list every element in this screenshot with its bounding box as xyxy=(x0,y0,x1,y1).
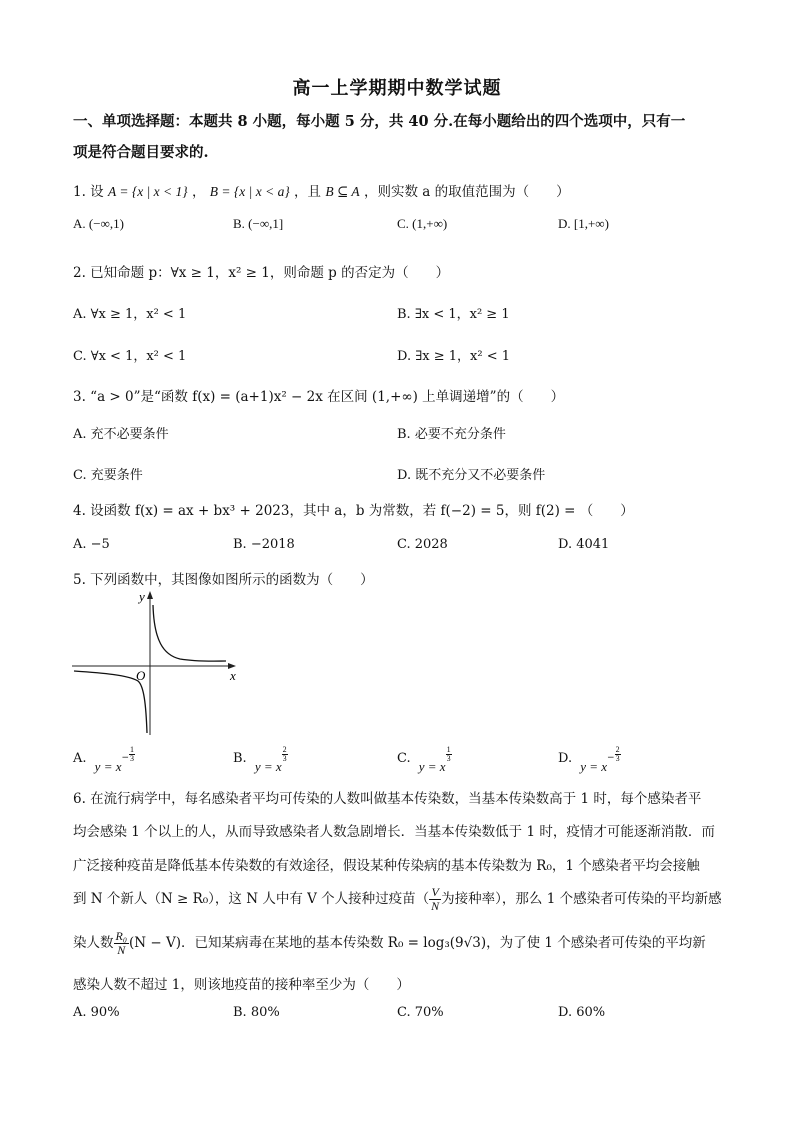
q2-option-b[interactable]: B. ∃x < 1，x² ≥ 1 xyxy=(397,307,510,322)
q6-line-5: 染人数 $\frac{\text{R₀}}{N}$ (N − V)．已知某病毒在某地的基本传染数 R₀ = log₃(9√3)，为了使 1 个感染者可传染的平均新 xyxy=(73,929,706,957)
q5-function-graph xyxy=(68,585,248,740)
q6-vaccination-rate-fraction: $\frac{V}{N}$ xyxy=(431,885,440,913)
section-heading-line1: 一、单项选择题：本题共 8 小题，每小题 5 分，共 40 分.在每小题给出的四个选项中，只有一 xyxy=(73,113,686,130)
q1-tail: ，则实数 a 的取值范围为（ ） xyxy=(363,184,570,200)
q2-option-d[interactable]: D. ∃x ≥ 1，x² < 1 xyxy=(397,349,511,364)
q3-option-d[interactable]: D. 既不充分又不必要条件 xyxy=(397,468,546,483)
q5-option-d[interactable]: D. y = x− $\frac{2}{3}$ xyxy=(558,745,620,774)
q5-c-exponent: $\frac{1}{3}$ xyxy=(446,745,451,763)
q6-line-3: 广泛接种疫苗是降低基本传染数的有效途径，假设某种传染病的基本传染数为 R₀，1 个感染者平均会接触 xyxy=(73,858,700,874)
q5-c-base: y = x xyxy=(418,759,446,774)
q5-option-c[interactable]: C. y = x $\frac{1}{3}$ xyxy=(397,745,451,774)
q2-option-c[interactable]: C. ∀x < 1，x² < 1 xyxy=(73,349,187,364)
q6-option-c[interactable]: C. 70% xyxy=(397,1005,444,1020)
q6-option-a[interactable]: A. 90% xyxy=(73,1005,120,1020)
q5-a-exponent: $\frac{1}{3}$ xyxy=(130,745,135,763)
q1-set-a: A = {x | x < 1} xyxy=(107,184,188,199)
curve-right-branch xyxy=(153,605,226,661)
q1-mid: ，且 xyxy=(294,184,322,200)
q4-option-c[interactable]: C. 2028 xyxy=(397,537,448,552)
q6-new-infection-fraction: $\frac{\text{R₀}}{N}$ xyxy=(115,929,128,957)
q2-option-a[interactable]: A. ∀x ≥ 1，x² < 1 xyxy=(73,307,187,322)
q1-number: 1. 设 xyxy=(73,184,104,200)
q1-option-b[interactable]: B. (−∞,1] xyxy=(233,216,284,231)
q3-option-a[interactable]: A. 充不必要条件 xyxy=(73,427,169,442)
q6-option-b[interactable]: B. 80% xyxy=(233,1005,280,1020)
q5-b-base: y = x xyxy=(254,759,282,774)
question-5-stem: 5. 下列函数中，其图像如图所示的函数为（ ） xyxy=(73,572,374,588)
q4-option-a[interactable]: A. −5 xyxy=(73,537,110,552)
section-heading-line2: 项是符合题目要求的. xyxy=(73,144,209,161)
q3-option-b[interactable]: B. 必要不充分条件 xyxy=(397,427,506,442)
q5-b-exponent: $\frac{2}{3}$ xyxy=(282,745,287,763)
q4-option-d[interactable]: D. 4041 xyxy=(558,537,610,552)
q5-d-base: y = x xyxy=(580,759,608,774)
q3-option-c[interactable]: C. 充要条件 xyxy=(73,468,143,483)
page-title: 高一上学期期中数学试题 xyxy=(292,78,502,99)
question-4-stem: 4. 设函数 f(x) = ax + bx³ + 2023，其中 a，b 为常数，若 f(−2) = 5，则 f(2) = （ ） xyxy=(73,503,634,519)
x-axis-label: x xyxy=(230,668,236,683)
q6-line-2: 均会感染 1 个以上的人，从而导致感染者人数急剧增长．当基本传染数低于 1 时，疫情才可能逐渐消散．而 xyxy=(73,824,715,840)
q5-option-b[interactable]: B. y = x $\frac{2}{3}$ xyxy=(233,745,287,774)
q6-line-1: 6. 在流行病学中，每名感染者平均可传染的人数叫做基本传染数，当基本传染数高于 1 时，每个感染者平 xyxy=(73,791,702,807)
question-2-stem: 2. 已知命题 p：∀x ≥ 1，x² ≥ 1，则命题 p 的否定为（ ） xyxy=(73,265,450,281)
origin-label: O xyxy=(136,668,146,683)
q6-option-d[interactable]: D. 60% xyxy=(558,1005,606,1020)
question-3-stem: 3. “a > 0”是“函数 f(x) = (a+1)x² − 2x 在区间 (1,+∞) 上单调递增”的（ ） xyxy=(73,389,565,405)
y-axis-label: y xyxy=(139,589,145,604)
q1-set-b: B = {x | x < a} xyxy=(209,184,290,199)
q1-relation: B ⊆ A xyxy=(325,184,360,199)
q4-option-b[interactable]: B. −2018 xyxy=(233,537,295,552)
question-1-stem xyxy=(73,180,570,200)
q1-option-d[interactable]: D. [1,+∞) xyxy=(558,216,609,231)
q5-option-a[interactable]: A. y = x− $\frac{1}{3}$ xyxy=(73,745,135,774)
q1-sep: ， xyxy=(191,184,206,200)
y-axis-arrow xyxy=(147,591,153,599)
q1-option-c[interactable]: C. (1,+∞) xyxy=(397,216,448,231)
q6-line-4: 到 N 个新人（N ≥ R₀），这 N 人中有 V 个人接种过疫苗（ $\frac{V}{N}$ 为接种率），那么 1 个感染者可传染的平均新感 xyxy=(73,885,722,913)
q5-a-base: y = x xyxy=(94,759,122,774)
q6-line-6: 感染人数不超过 1，则该地疫苗的接种率至少为（ ） xyxy=(73,977,410,993)
q1-option-a[interactable]: A. (−∞,1) xyxy=(73,216,124,231)
q5-d-exponent: $\frac{2}{3}$ xyxy=(615,745,620,763)
